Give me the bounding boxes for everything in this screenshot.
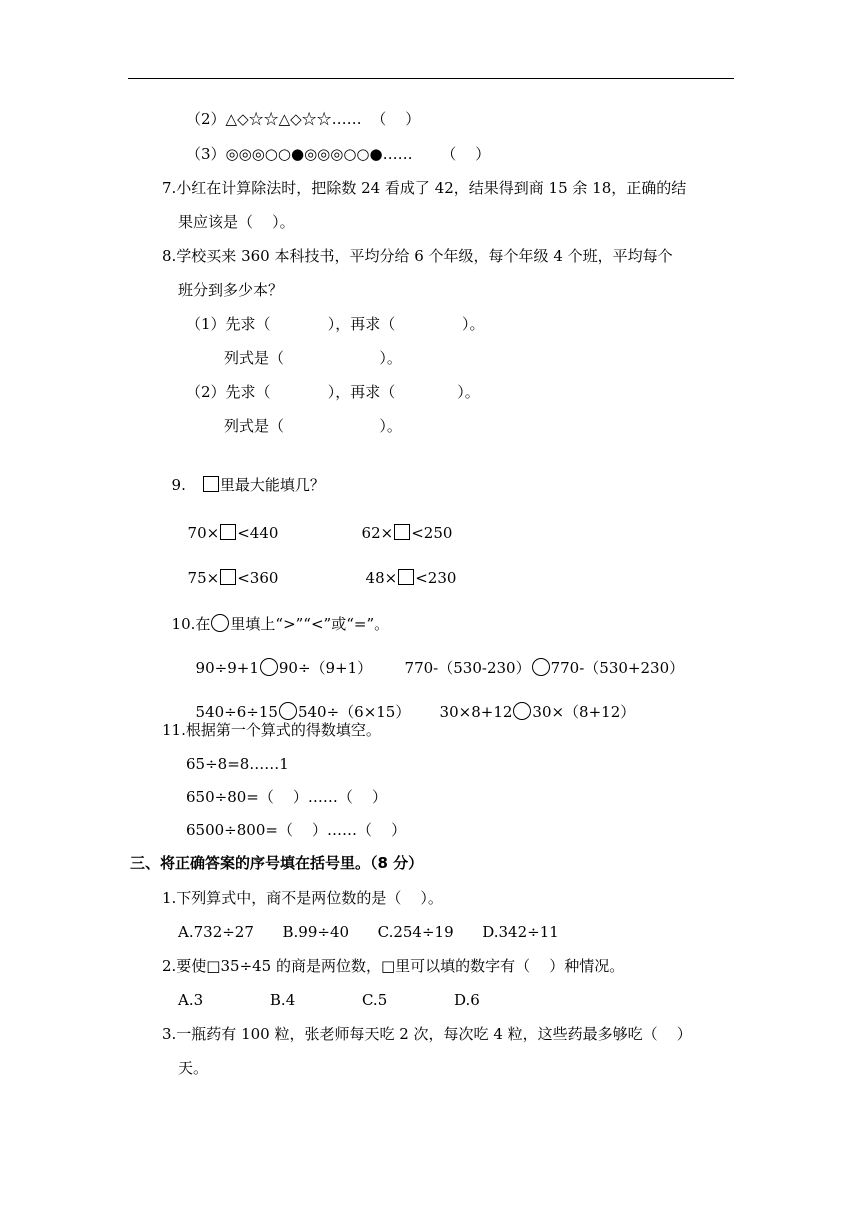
blank-circle-icon bbox=[211, 614, 229, 632]
s3-q2: 2.要使□35÷45 的商是两位数，□里可以填的数字有（ ）种情况。 bbox=[162, 957, 625, 975]
q11-line1: 65÷8=8……1 bbox=[186, 755, 289, 773]
q8-line2: 班分到多少本？ bbox=[178, 281, 284, 299]
q7-line2: 果应该是（ ）。 bbox=[178, 213, 295, 231]
blank-square-icon bbox=[398, 569, 414, 585]
q9-item-c bbox=[178, 548, 278, 588]
q11-line2: 650÷80=（ ）……（ ） bbox=[186, 788, 387, 806]
blank-circle-icon bbox=[513, 702, 531, 720]
q11-stem: 11.根据第一个算式的得数填空。 bbox=[162, 721, 381, 739]
blank-square-icon bbox=[220, 524, 236, 540]
q10-c-left: 540÷6÷15 bbox=[195, 703, 278, 721]
q9-stem-text: 里最大能填几？ bbox=[219, 476, 325, 494]
q10-d-right: 30×（8+12） bbox=[532, 703, 636, 721]
q10-c-right: 540÷（6×15） bbox=[297, 703, 411, 721]
q9-item-d bbox=[356, 548, 456, 588]
s3-q3-line2: 天。 bbox=[178, 1059, 209, 1077]
q6-part3: （3）◎◎◎○○●◎◎◎○○●…… （ ） bbox=[186, 145, 491, 163]
q10-a-left: 90÷9+1 bbox=[195, 659, 259, 677]
blank-square-icon bbox=[203, 476, 219, 492]
q9-b-right: <250 bbox=[411, 524, 453, 542]
q10-a-right: 90÷（9+1） bbox=[278, 659, 373, 677]
s3-q1-options: A.732÷27 B.99÷40 C.254÷19 D.342÷11 bbox=[178, 923, 559, 941]
q11-line3: 6500÷800=（ ）……（ ） bbox=[186, 821, 407, 839]
blank-square-icon bbox=[220, 569, 236, 585]
q9-number: 9. bbox=[171, 476, 186, 494]
s3-q1: 1.下列算式中，商不是两位数的是（ ）。 bbox=[162, 889, 443, 907]
q9-stem bbox=[162, 455, 325, 495]
q8-line1: 8.学校买来 360 本科技书，平均分给 6 个年级，每个年级 4 个班，平均每个 bbox=[162, 247, 673, 265]
q7-line1: 7.小红在计算除法时，把除数 24 看成了 42，结果得到商 15 余 18，正确的结 bbox=[162, 179, 687, 197]
q10-stem bbox=[162, 594, 389, 634]
q10-item-c bbox=[186, 682, 410, 722]
q8-formula2: 列式是（ ）。 bbox=[224, 417, 402, 435]
q9-d-right: <230 bbox=[415, 569, 457, 587]
blank-circle-icon bbox=[279, 702, 297, 720]
q10-item-a bbox=[186, 638, 372, 678]
header-rule bbox=[128, 78, 734, 79]
q10-stem-text: 里填上“>”“<”或“=”。 bbox=[230, 615, 390, 633]
q9-c-right: <360 bbox=[237, 569, 279, 587]
q10-item-d bbox=[430, 682, 635, 722]
q10-number: 10.在 bbox=[171, 615, 211, 633]
q10-b-right: 770-（530+230） bbox=[550, 659, 685, 677]
q10-b-left: 770-（530-230） bbox=[404, 659, 531, 677]
section3-title: 三、将正确答案的序号填在括号里。（8 分） bbox=[130, 854, 424, 872]
blank-circle-icon bbox=[532, 658, 550, 676]
q8-formula1: 列式是（ ）。 bbox=[224, 349, 402, 367]
blank-circle-icon bbox=[260, 658, 278, 676]
q9-item-a bbox=[178, 503, 278, 543]
q10-d-left: 30×8+12 bbox=[439, 703, 513, 721]
q9-d-left: 48× bbox=[365, 569, 398, 587]
q8-method1: （1）先求（ ），再求（ ）。 bbox=[186, 315, 485, 333]
q8-method2: （2）先求（ ），再求（ ）。 bbox=[186, 383, 480, 401]
blank-square-icon bbox=[394, 524, 410, 540]
s3-q2-options: A.3 B.4 C.5 D.6 bbox=[178, 991, 480, 1009]
q9-b-left: 62× bbox=[361, 524, 394, 542]
q9-a-left: 70× bbox=[187, 524, 220, 542]
q9-c-left: 75× bbox=[187, 569, 220, 587]
q9-a-right: <440 bbox=[237, 524, 279, 542]
q10-item-b bbox=[395, 638, 684, 678]
q6-part2: （2）△◇☆☆△◇☆☆…… （ ） bbox=[186, 110, 421, 128]
s3-q3-line1: 3.一瓶药有 100 粒，张老师每天吃 2 次，每次吃 4 粒，这些药最多够吃（ ） bbox=[162, 1025, 692, 1043]
q9-item-b bbox=[352, 503, 452, 543]
